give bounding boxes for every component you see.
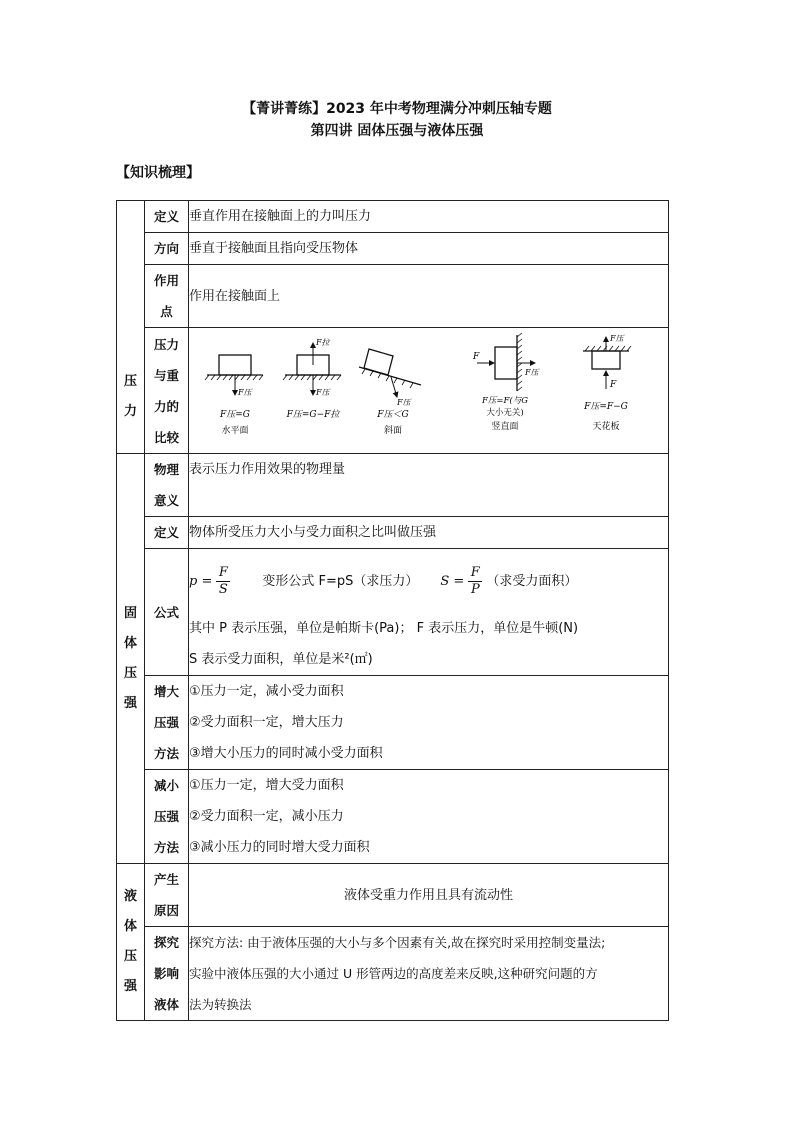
label-char: 物理 [153,462,179,477]
label-char: 方法 [153,746,179,761]
fraction-numerator: F [218,564,228,580]
list-item: ②受力面积一定，增大压力 [189,715,344,730]
row-solid-meaning [117,454,669,517]
pressure-comparison-diagram [189,329,667,453]
label-char: 探究 [153,935,179,950]
label-meaning [145,454,189,517]
document-title: 【菁讲菁练】2023 年中考物理满分冲刺压轴专题 [242,101,552,117]
category-char: 压 [123,665,137,681]
category-char: 体 [123,635,137,651]
force-label: F压 [316,387,330,397]
fraction-denominator: P [470,581,480,597]
formula-content [189,549,669,676]
label-char: 压力 [153,336,179,352]
caption-incline: 斜面 [383,425,403,436]
label-char: 力的 [153,398,179,414]
text-solid-definition: 物体所受压力大小与受力面积之比叫做压强 [189,517,669,549]
label-origin [145,864,189,927]
force-label: F [610,379,617,390]
row-comparison [117,328,669,454]
caption-horizontal: 水平面 [221,425,249,436]
formula-s-lhs: S = [440,573,465,589]
label-char: 比较 [153,429,179,445]
meaning-line: 表示压力作用效果的物理量 [189,462,346,477]
fraction-denominator: S [218,581,228,597]
label-char: 与重 [153,367,179,383]
row-pressure-direction [117,233,669,265]
label-char: 增大 [153,684,179,699]
label-char: 意义 [153,493,179,508]
text-origin: 液体受重力作用且具有流动性 [189,864,669,927]
formula-area-line: S 表示受力面积，单位是米²(㎡) [189,652,373,667]
caption-wall: 竖直面 [491,421,519,432]
label-explore [145,927,189,1021]
label-solid-definition: 定义 [145,517,189,549]
list-item: ①压力一定，增大受力面积 [189,778,344,793]
formula-variant: 变形公式 F=pS（求压力） [262,573,419,589]
label-char: 压强 [153,809,179,824]
section-heading: 【知识梳理】 [116,165,200,181]
label-char: 点 [160,304,173,319]
label-formula: 公式 [145,549,189,676]
list-item: ③增大小压力的同时减小受力面积 [189,746,383,761]
category-char: 体 [123,919,137,934]
formula-pulled: F压=G−F拉 [286,409,340,420]
force-label: F [473,351,480,362]
fraction-s [468,565,482,598]
list-item: ③减小压力的同时增大受力面积 [189,840,370,855]
label-char: 减小 [153,778,179,793]
label-char: 原因 [153,903,179,918]
force-label: F压 [397,397,411,407]
decrease-list [189,770,669,864]
category-char: 固 [123,605,137,621]
category-char: 强 [123,979,137,994]
list-item: ①压力一定，减小受力面积 [189,684,344,699]
label-char: 作用 [153,273,179,288]
figure-vertical-wall [472,333,541,432]
row-formula [117,549,669,676]
row-solid-definition [117,517,669,549]
fraction-numerator: F [470,564,480,580]
text-application-point: 作用在接触面上 [189,265,669,328]
caption-ceiling: 天花板 [592,421,620,432]
force-label: F压 [610,333,624,343]
row-decrease [117,770,669,864]
row-pressure-definition [117,201,669,233]
knowledge-table [116,200,669,1021]
label-char: 影响 [153,966,179,981]
figure-pulled-up [283,338,341,420]
formula-horizontal: F压=G [220,409,250,420]
row-application-point [117,265,669,328]
category-pressure-force [117,201,145,454]
row-liquid-origin [117,864,669,927]
figure-ceiling [583,334,631,432]
label-decrease [145,770,189,864]
paragraph-line: 实验中液体压强的大小通过 U 形管两边的高度差来反映,这种研究问题的方 [189,966,598,981]
formula-incline: F压＜G [377,409,409,420]
formula-wall: F压=F(与G [481,395,529,406]
category-char: 压 [123,374,137,389]
formula-ceiling: F压=F−G [584,401,628,412]
label-definition: 定义 [145,201,189,233]
fraction-p [216,565,230,598]
row-increase [117,676,669,770]
label-comparison [145,328,189,454]
document-subtitle: 第四讲 固体压强与液体压强 [310,123,484,139]
category-liquid-pressure [117,864,145,1021]
label-application-point [145,265,189,328]
row-liquid-explore [117,927,669,1021]
paragraph-line: 探究方法: 由于液体压强的大小与多个因素有关,故在探究时采用控制变量法; [189,935,606,950]
force-label: F拉 [316,337,330,347]
category-char: 力 [123,404,137,419]
label-char: 方法 [153,840,179,855]
force-label: F压 [238,387,252,397]
explore-text [189,927,669,1021]
label-increase [145,676,189,770]
label-direction: 方向 [145,233,189,265]
formula-s-note: （求受力面积） [486,573,578,589]
list-item: ②受力面积一定，减小压力 [189,809,344,824]
figure-incline [359,349,421,436]
paragraph-line: 法为转换法 [189,997,252,1012]
text-definition: 垂直作用在接触面上的力叫压力 [189,201,669,233]
formula-p-lhs: p = [189,573,213,589]
category-solid-pressure [117,454,145,864]
figure-horizontal-surface [205,355,263,436]
increase-list [189,676,669,770]
category-char: 压 [123,949,137,964]
comparison-figures [189,328,669,454]
label-char: 压强 [153,715,179,730]
label-char: 液体 [153,997,179,1012]
formula-line [189,549,668,613]
category-char: 强 [123,695,137,711]
formula-units-line: 其中 P 表示压强，单位是帕斯卡(Pa)； F 表示压力，单位是牛顿(N) [189,621,579,636]
category-char: 液 [123,889,137,904]
text-meaning [189,454,669,517]
label-char: 产生 [153,872,179,887]
text-direction: 垂直于接触面且指向受压物体 [189,233,669,265]
force-label: F压 [525,367,539,377]
formula-wall-2: 大小无关) [486,407,524,418]
